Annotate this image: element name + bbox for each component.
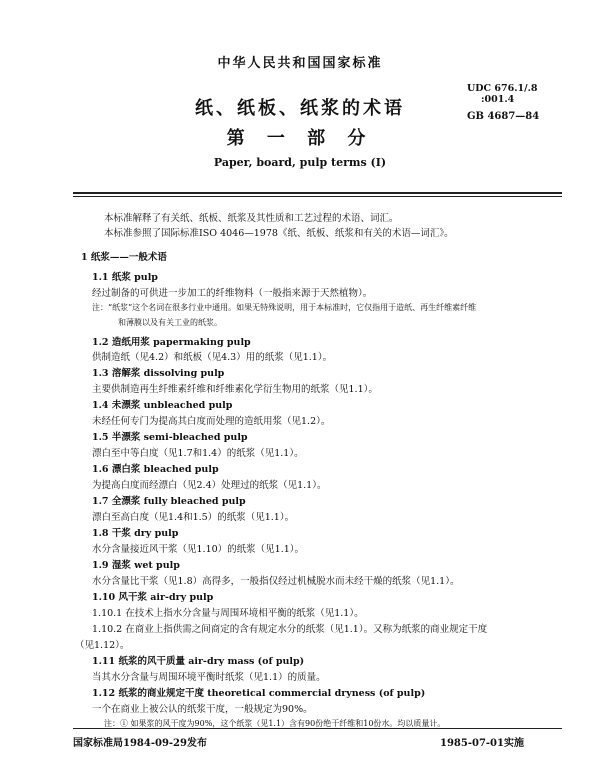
term-heading: 1.3 溶解浆 dissolving pulp <box>92 368 225 379</box>
term-definition: 漂白至中等白度（见1.7和1.4）的纸浆（见1.1）。 <box>92 448 304 459</box>
term-definition: 供制造纸（见4.2）和纸板（见4.3）用的纸浆（见1.1）。 <box>92 352 333 363</box>
term-definition: 未经任何专门为提高其白度而处理的造纸用浆（见1.2）。 <box>92 416 331 427</box>
section-heading: 1 纸浆——一般术语 <box>81 252 167 263</box>
term-heading: 1.12 纸浆的商业规定干度 theoretical commercial dryness (of pulp) <box>92 688 426 699</box>
header-divider-top <box>73 192 562 194</box>
footer-divider <box>73 728 562 729</box>
term-definition: 水分含量比干浆（见1.8）高得多，一般指仅经过机械脱水而未经干燥的纸浆（见1.1）。 <box>92 576 460 587</box>
term-heading: 1.5 半漂浆 semi-bleached pulp <box>92 432 248 443</box>
term-definition: 为提高白度而经漂白（见2.4）处理过的纸浆（见1.1）。 <box>92 480 327 491</box>
udc-line-1: UDC 676.1/.8 <box>467 83 538 94</box>
term-heading: 1.10 风干浆 air-dry pulp <box>92 592 214 603</box>
intro-paragraph: 本标准解释了有关纸、纸板、纸浆及其性质和工艺过程的术语、词汇。 <box>104 213 399 224</box>
term-heading: 1.8 干浆 dry pulp <box>92 528 179 539</box>
issue-date: 国家标准局1984-09-29发布 <box>73 738 207 749</box>
term-heading: 1.1 纸浆 pulp <box>92 272 158 283</box>
term-definition: 水分含量接近风干浆（见1.10）的纸浆（见1.1）。 <box>92 544 305 555</box>
term-heading: 1.11 纸浆的风干质量 air-dry mass (of pulp) <box>92 656 305 667</box>
term-note: 和薄膜以及有关工业的纸浆。 <box>118 318 222 327</box>
term-note: 注：“纸浆”这个名词在很多行业中通用。如果无特殊说明，用于本标准时，它仅指用于造纸、再生纤维素纤维 <box>92 303 477 312</box>
intro-paragraph: 本标准参照了国际标准ISO 4046—1978《纸、纸板、纸浆和有关的术语—词汇》。 <box>104 228 454 239</box>
term-heading: 1.4 未漂浆 unbleached pulp <box>92 400 233 411</box>
term-heading: 1.7 全漂浆 fully bleached pulp <box>92 496 246 507</box>
term-heading: 1.9 湿浆 wet pulp <box>92 560 180 571</box>
implementation-date: 1985-07-01实施 <box>440 738 524 749</box>
term-subitem-continuation: （见1.12）。 <box>75 640 130 651</box>
term-definition: 当其水分含量与周围环境平衡时纸浆（见1.1）的质量。 <box>92 672 326 683</box>
header-divider-bottom <box>73 196 562 197</box>
term-definition: 一个在商业上被公认的纸浆干度，一般规定为90%。 <box>92 704 313 715</box>
document-part: 第 一 部 分 <box>226 128 374 149</box>
term-subitem: 1.10.1 在技术上指水分含量与周围环境相平衡的纸浆（见1.1）。 <box>92 608 364 619</box>
gb-number: GB 4687—84 <box>467 111 540 122</box>
national-standard-heading: 中华人民共和国国家标准 <box>217 56 383 71</box>
term-heading: 1.6 漂白浆 bleached pulp <box>92 464 219 475</box>
term-subitem: 1.10.2 在商业上指供需之间商定的含有规定水分的纸浆（见1.1）。又称为纸浆的商业规定干度 <box>92 624 488 635</box>
document-subtitle-en: Paper, board, pulp terms (I) <box>213 156 387 169</box>
term-definition: 主要供制造再生纤维素纤维和纤维素化学衍生物用的纸浆（见1.1）。 <box>92 384 378 395</box>
term-definition: 经过制备的可供进一步加工的纤维物料（一般指来源于天然植物）。 <box>92 288 373 299</box>
udc-line-2: :001.4 <box>481 94 515 105</box>
term-definition: 漂白至高白度（见1.4和1.5）的纸浆（见1.1）。 <box>92 512 295 523</box>
document-title: 纸、纸板、纸浆的术语 <box>195 98 405 119</box>
term-note: 注：① 如果浆的风干度为90%，这个纸浆（见1.1）含有90份绝干纤维和10份水。均以质量计。 <box>104 719 446 728</box>
term-heading: 1.2 造纸用浆 papermaking pulp <box>92 337 251 348</box>
